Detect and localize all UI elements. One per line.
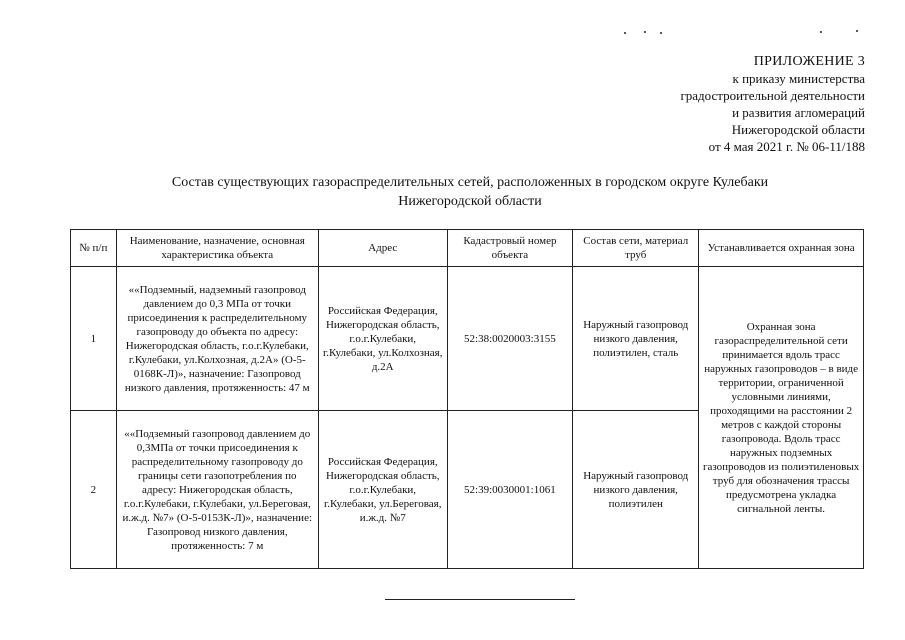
appendix-title: ПРИЛОЖЕНИЕ 3 xyxy=(753,54,865,69)
document-title xyxy=(120,173,820,211)
appendix-line: от 4 мая 2021 г. № 06-11/188 xyxy=(708,139,865,154)
cell-address: Российская Федерация, Нижегородская область, г.о.г.Кулебаки, г.Кулебаки, ул.Колхозная, д.2А xyxy=(318,267,447,411)
document-title-line: Нижегородской области xyxy=(398,194,542,209)
footer-divider xyxy=(385,599,575,600)
scan-dot xyxy=(644,31,646,33)
appendix-line: и развития агломераций xyxy=(732,105,865,120)
cell-cadastral: 52:39:0030001:1061 xyxy=(447,411,573,569)
scan-dot xyxy=(624,32,626,34)
header-address: Адрес xyxy=(318,230,447,267)
document-title-line: Состав существующих газораспределительных сетей, расположенных в городском округе Кулебаки xyxy=(171,175,769,190)
appendix-line: Нижегородской области xyxy=(731,122,865,137)
cell-address: Российская Федерация, Нижегородская область, г.о.г.Кулебаки, г.Кулебаки, ул.Береговая, и.ж.д. №7 xyxy=(318,411,447,569)
header-cadastral: Кадастровый номер объекта xyxy=(447,230,573,267)
cell-cadastral: 52:38:0020003:3155 xyxy=(447,267,573,411)
cell-zone: Охранная зона газораспределительной сети принимается вдоль трасс наружных газопроводов – в виде территории, ограниченной условными линиями, проходящими на расстоянии 2 метров с каждой стороны газопровода. Вдоль трасс наружных подземных газопроводов из полиэтиленовых труб для обозначения трассы предусмотрена укладка сигнальной ленты. xyxy=(699,267,864,569)
header-network: Состав сети, материал труб xyxy=(573,230,699,267)
gas-network-table xyxy=(70,229,864,569)
scan-dot xyxy=(856,30,858,32)
scan-artifact-dots xyxy=(0,30,905,40)
table-header-row xyxy=(71,230,864,267)
scan-dot xyxy=(660,32,662,34)
table-row xyxy=(71,267,864,411)
header-zone: Устанавливается охранная зона xyxy=(699,230,864,267)
header-num: № п/п xyxy=(71,230,117,267)
cell-name: ««Подземный газопровод давлением до 0,3МПа от точки присоединения к распределительному газопроводу до границы сети газопотребления по адресу: Нижегородская область, г.о.г.Кулебаки, г.Кулебаки, ул.Береговая, и.ж.д. №7» (О-5-0153К-Л)», назначение: Газопровод низкого давления, протяженность: 7 м xyxy=(116,411,318,569)
appendix-header xyxy=(680,53,865,155)
scan-dot xyxy=(820,31,822,33)
appendix-line: к приказу министерства xyxy=(732,71,865,86)
cell-num: 2 xyxy=(71,411,117,569)
cell-num: 1 xyxy=(71,267,117,411)
header-name: Наименование, назначение, основная характеристика объекта xyxy=(116,230,318,267)
cell-network: Наружный газопровод низкого давления, полиэтилен, сталь xyxy=(573,267,699,411)
cell-name: ««Подземный, надземный газопровод давлением до 0,3 МПа от точки присоединения к распределительному газопроводу до объекта по адресу: Нижегородская область, г.о.г.Кулебаки, г.Кулебаки, ул.Колхозная, д.2А» (О-5-0168К-Л)», назначение: Газопровод низкого давления, протяженность: 47 м xyxy=(116,267,318,411)
cell-network: Наружный газопровод низкого давления, полиэтилен xyxy=(573,411,699,569)
appendix-line: градостроительной деятельности xyxy=(680,88,865,103)
